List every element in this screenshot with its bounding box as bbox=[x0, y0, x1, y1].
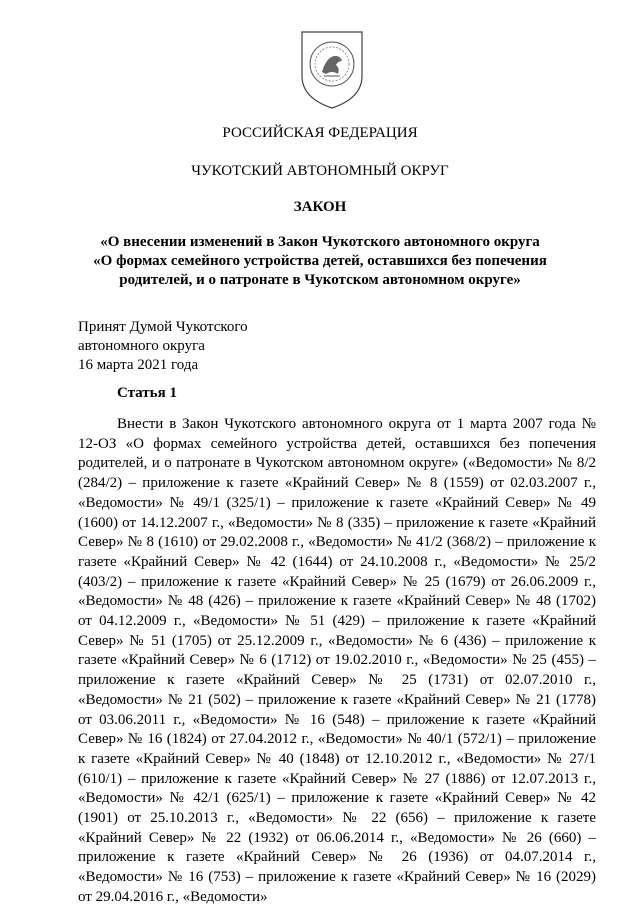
adoption-line: автономного округа bbox=[78, 338, 205, 354]
coat-of-arms-emblem bbox=[296, 28, 368, 112]
country-name: РОССИЙСКАЯ ФЕДЕРАЦИЯ bbox=[222, 125, 418, 141]
document-type: ЗАКОН bbox=[293, 199, 347, 215]
region-name: ЧУКОТСКИЙ АВТОНОМНЫЙ ОКРУГ bbox=[191, 163, 449, 179]
adoption-date: 16 марта 2021 года bbox=[78, 357, 199, 373]
article-heading: Статья 1 bbox=[117, 385, 177, 401]
adoption-line: Принят Думой Чукотского bbox=[78, 319, 248, 335]
article-body-text: Внести в Закон Чукотского автономного округа от 1 марта 2007 года № 12-ОЗ «О формах семейного устройства детей, оставшихся без попечения родителей, и о патронате в Чукотском автономном округе» («Ведомости» № 8/2 (284/2) – приложение к газете «Крайний Север» № 8 (1559) от 02.03.2007 г., «Ведомости» № 49/1 (325/1) – приложение к газете «Крайний Север» № 49 (1600) от 14.12.2007 г., «Ведомости» № 8 (335) – приложение к газете «Крайний Север» № 8 (1610) от 29.02.2008 г., «Ведомости» № 41/2 (368/2) – приложение к газете «Крайний Север» № 42 (1644) от 24.10.2008 г., «Ведомости» № 25/2 (403/2) – приложение к газете «Крайний Север» № 25 (1679) от 26.06.2009 г., «Ведомости» № 48 (426) – приложение к газете «Крайний Север» № 48 (1702) от 04.12.2009 г., «Ведомости» № 51 (429) – приложение к газете «Крайний Север» № 51 (1705) от 25.12.2009 г., «Ведомости» № 6 (436) – приложение к газете «Крайний Север» № 6 (1712) от 19.02.2010 г., «Ведомости» № 25 (455) – приложение к газете «Крайний Север» № 25 (1731) от 02.07.2010 г., «Ведомости» № 21 (502) – приложение к газете «Крайний Север» № 21 (1778) от 03.06.2011 г., «Ведомости» № 16 (548) – приложение к газете «Крайний Север» № 16 (1824) от 27.04.2012 г., «Ведомости» № 40/1 (572/1) – приложение к газете «Крайний Север» № 40 (1848) от 12.10.2012 г., «Ведомости» № 27/1 (610/1) – приложение к газете «Крайний Север» № 27 (1886) от 12.07.2013 г., «Ведомости» № 42/1 (625/1) – приложение к газете «Крайний Север» № 42 (1901) от 25.10.2013 г., «Ведомости» № 22 (656) – приложение к газете «Крайний Север» № 22 (1932) от 06.06.2014 г., «Ведомости» № 26 (660) – приложение к газете «Крайний Север» № 26 (1936) от 04.07.2014 г., «Ведомости» № 16 (753) – приложение к газете «Крайний Север» № 16 (2029) от 29.04.2016 г., «Ведомости» bbox=[78, 416, 596, 905]
law-title-line: родителей, и о патронате в Чукотском автономном округе» bbox=[119, 272, 521, 288]
law-title-line: «О формах семейного устройства детей, оставшихся без попечения bbox=[93, 253, 547, 269]
law-title-line: «О внесении изменений в Закон Чукотского автономного округа bbox=[100, 234, 540, 250]
adoption-info bbox=[78, 318, 338, 375]
